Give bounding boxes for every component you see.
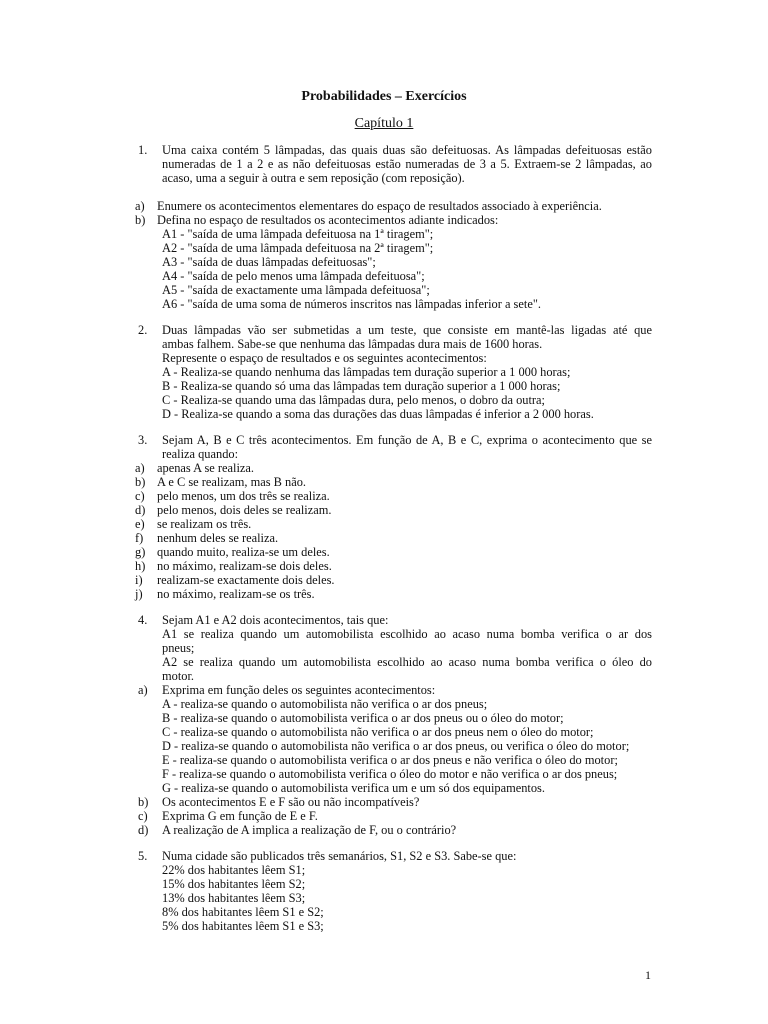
item-label: b) xyxy=(135,213,146,227)
text-line: no máximo, realizam-se os três. xyxy=(157,587,315,601)
item-label: i) xyxy=(135,573,143,587)
text-line: G - realiza-se quando o automobilista verifica um e um só dos equipamentos. xyxy=(162,781,545,795)
item-label: h) xyxy=(135,559,146,573)
item-label: g) xyxy=(135,545,146,559)
text-line: Duas lâmpadas vão ser submetidas a um teste, que consiste em mantê-las ligadas até que xyxy=(162,323,652,337)
chapter-heading: Capítulo 1 xyxy=(354,116,414,131)
text-line: A2 se realiza quando um automobilista escolhido ao acaso numa bomba verifica o óleo do xyxy=(162,655,652,669)
text-line: pneus; xyxy=(162,641,195,655)
item-label: 2. xyxy=(138,323,148,337)
text-line: A3 - "saída de duas lâmpadas defeituosas"; xyxy=(162,255,376,269)
text-line: Uma caixa contém 5 lâmpadas, das quais duas são defeituosas. As lâmpadas defeituosas estão xyxy=(162,143,652,157)
item-label: j) xyxy=(135,587,143,601)
text-line: Defina no espaço de resultados os acontecimentos adiante indicados: xyxy=(157,213,499,227)
text-line: Enumere os acontecimentos elementares do espaço de resultados associado à experiência. xyxy=(157,199,602,213)
text-line: F - realiza-se quando o automobilista verifica o óleo do motor e não verifica o ar dos pneus; xyxy=(162,767,618,781)
text-line: 13% dos habitantes lêem S3; xyxy=(162,891,306,905)
item-label: a) xyxy=(135,199,145,213)
text-line: B - realiza-se quando o automobilista verifica o ar dos pneus ou o óleo do motor; xyxy=(162,711,564,725)
text-line: Exprima G em função de E e F. xyxy=(162,809,318,823)
item-label: e) xyxy=(135,517,145,531)
item-label: a) xyxy=(135,461,145,475)
text-line: A6 - "saída de uma soma de números inscritos nas lâmpadas inferior a sete". xyxy=(162,297,541,311)
text-line: motor. xyxy=(162,669,195,683)
item-label: c) xyxy=(135,489,145,503)
text-line: C - Realiza-se quando uma das lâmpadas dura, pelo menos, o dobro da outra; xyxy=(162,393,545,407)
text-line: A1 - "saída de uma lâmpada defeituosa na 1ª tiragem"; xyxy=(162,227,434,241)
text-line: ambas falhem. Sabe-se que nenhuma das lâmpadas dura mais de 1600 horas. xyxy=(162,337,543,351)
item-label: f) xyxy=(135,531,144,545)
text-line: Sejam A, B e C três acontecimentos. Em função de A, B e C, exprima o acontecimento que se xyxy=(162,433,652,447)
item-label: 3. xyxy=(138,433,148,447)
text-line: realiza quando: xyxy=(162,447,239,461)
text-line: C - realiza-se quando o automobilista não verifica o ar dos pneus nem o óleo do motor; xyxy=(162,725,594,739)
text-line: realizam-se exactamente dois deles. xyxy=(157,573,335,587)
text-line: Numa cidade são publicados três semanários, S1, S2 e S3. Sabe-se que: xyxy=(162,849,517,863)
text-line: quando muito, realiza-se um deles. xyxy=(157,545,330,559)
item-label: d) xyxy=(135,503,146,517)
text-line: nenhum deles se realiza. xyxy=(157,531,279,545)
text-line: 5% dos habitantes lêem S1 e S3; xyxy=(162,919,324,933)
document-title: Probabilidades – Exercícios xyxy=(301,89,467,104)
text-line: numeradas de 1 a 2 e as não defeituosas estão numeradas de 3 a 5. Extraem-se 2 lâmpadas, ao xyxy=(162,157,652,171)
item-label: b) xyxy=(135,475,146,489)
text-line: A e C se realizam, mas B não. xyxy=(157,475,306,489)
text-line: A4 - "saída de pelo menos uma lâmpada defeituosa"; xyxy=(162,269,425,283)
text-line: A1 se realiza quando um automobilista escolhido ao acaso numa bomba verifica o ar dos xyxy=(162,627,652,641)
text-line: apenas A se realiza. xyxy=(157,461,255,475)
text-line: Exprima em função deles os seguintes acontecimentos: xyxy=(162,683,436,697)
text-line: Sejam A1 e A2 dois acontecimentos, tais que: xyxy=(162,613,389,627)
item-label: d) xyxy=(138,823,149,837)
text-line: A realização de A implica a realização de F, ou o contrário? xyxy=(162,823,457,837)
item-label: 4. xyxy=(138,613,148,627)
text-line: 8% dos habitantes lêem S1 e S2; xyxy=(162,905,324,919)
text-line: A - Realiza-se quando nenhuma das lâmpadas tem duração superior a 1 000 horas; xyxy=(162,365,571,379)
item-label: a) xyxy=(138,683,148,697)
text-line: 22% dos habitantes lêem S1; xyxy=(162,863,306,877)
text-line: A5 - "saída de exactamente uma lâmpada defeituosa"; xyxy=(162,283,430,297)
item-label: 1. xyxy=(138,143,148,157)
text-line: acaso, uma a seguir à outra e sem reposição (com reposição). xyxy=(162,171,465,185)
text-line: A - realiza-se quando o automobilista não verifica o ar dos pneus; xyxy=(162,697,488,711)
item-label: c) xyxy=(138,809,148,823)
text-line: no máximo, realizam-se dois deles. xyxy=(157,559,332,573)
text-line: Represente o espaço de resultados e os seguintes acontecimentos: xyxy=(162,351,487,365)
text-line: Os acontecimentos E e F são ou não incompatíveis? xyxy=(162,795,420,809)
text-line: B - Realiza-se quando só uma das lâmpadas tem duração superior a 1 000 horas; xyxy=(162,379,561,393)
text-line: pelo menos, dois deles se realizam. xyxy=(157,503,332,517)
page-number: 1 xyxy=(645,968,651,982)
text-line: A2 - "saída de uma lâmpada defeituosa na 2ª tiragem"; xyxy=(162,241,434,255)
item-label: 5. xyxy=(138,849,148,863)
text-line: E - realiza-se quando o automobilista verifica o ar dos pneus e não verifica o óleo do motor; xyxy=(162,753,618,767)
item-label: b) xyxy=(138,795,149,809)
text-line: D - realiza-se quando o automobilista não verifica o ar dos pneus, ou verifica o óleo do motor; xyxy=(162,739,630,753)
text-line: 15% dos habitantes lêem S2; xyxy=(162,877,306,891)
text-line: se realizam os três. xyxy=(157,517,252,531)
text-line: pelo menos, um dos três se realiza. xyxy=(157,489,330,503)
text-line: D - Realiza-se quando a soma das durações das duas lâmpadas é inferior a 2 000 horas. xyxy=(162,407,594,421)
